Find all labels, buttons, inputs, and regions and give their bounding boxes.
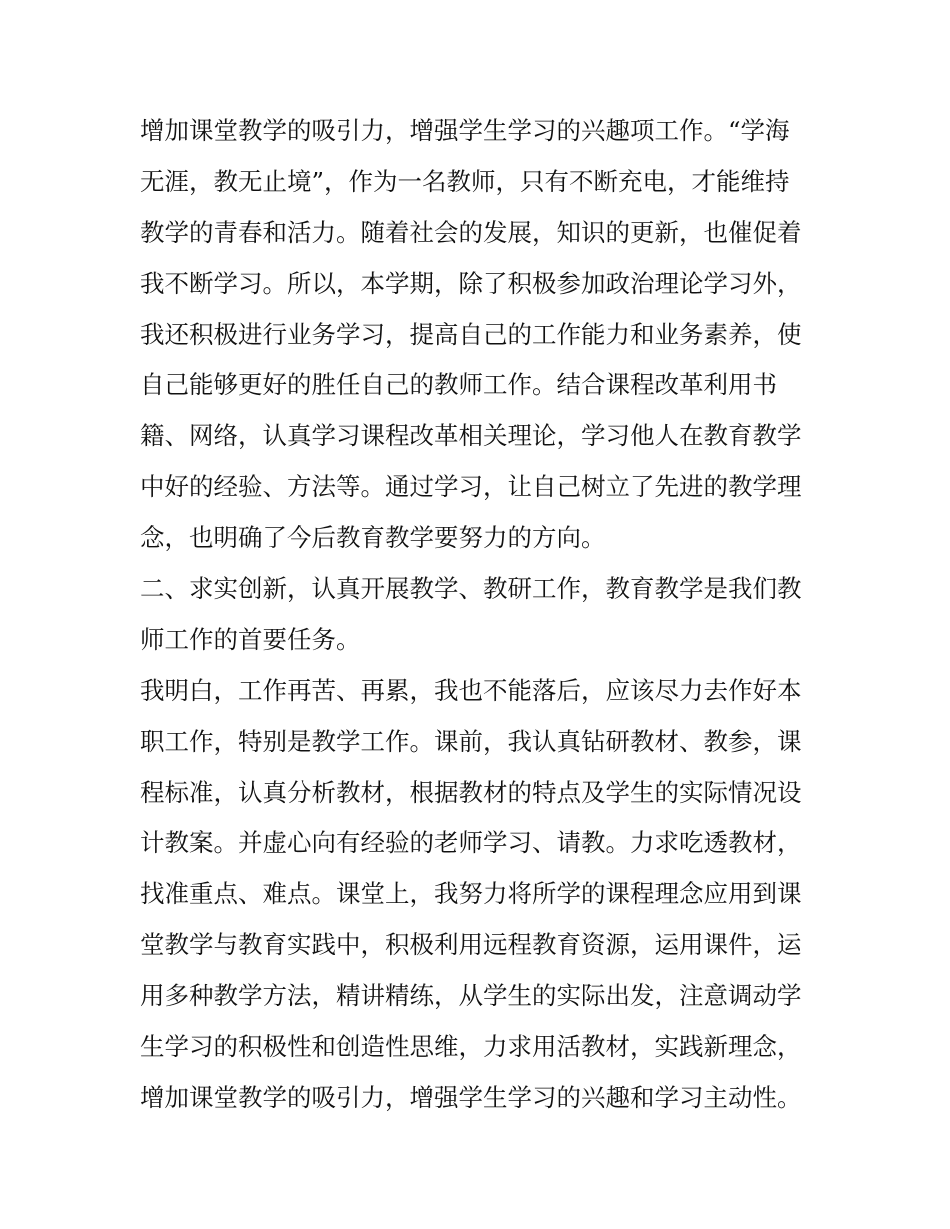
text-line: 我还积极进行业务学习，提高自己的工作能力和业务素养，使 [140, 319, 802, 349]
text-line: 无涯，教无止境”，作为一名教师，只有不断充电，才能维持 [140, 166, 790, 196]
text-line: 我明白，工作再苦、再累，我也不能落后，应该尽力去作好本 [140, 675, 802, 705]
body-text [140, 106, 820, 1124]
text-line: 计教案。并虚心向有经验的老师学习、请教。力求吃透教材， [140, 828, 802, 858]
text-line: 中好的经验、方法等。通过学习，让自己树立了先进的教学理 [140, 472, 802, 502]
text-line: 职工作，特别是教学工作。课前，我认真钻研教材、教参，课 [140, 726, 802, 756]
text-line: 增加课堂教学的吸引力，增强学生学习的兴趣项工作。“学海 [140, 116, 790, 145]
text-line: 增加课堂教学的吸引力，增强学生学习的兴趣和学习主动性。 [140, 1082, 802, 1112]
text-line: 我不断学习。所以，本学期，除了积极参加政治理论学习外， [140, 268, 802, 298]
section-heading: 师工作的首要任务。 [140, 624, 361, 654]
text-line: 堂教学与教育实践中，积极利用远程教育资源，运用课件，运 [140, 930, 802, 960]
text-line: 程标准，认真分析教材，根据教材的特点及学生的实际情况设 [140, 777, 802, 807]
text-line: 生学习的积极性和创造性思维，力求用活教材，实践新理念， [140, 1032, 802, 1062]
text-line: 找准重点、难点。课堂上，我努力将所学的课程理念应用到课 [140, 879, 802, 909]
section-heading: 二、求实创新，认真开展教学、教研工作，教育教学是我们教 [140, 574, 802, 604]
text-line: 教学的青春和活力。随着社会的发展，知识的更新，也催促着 [140, 217, 802, 247]
text-line: 用多种教学方法，精讲精练，从学生的实际出发，注意调动学 [140, 981, 802, 1011]
text-line: 念，也明确了今后教育教学要努力的方向。 [140, 523, 606, 553]
text-line: 籍、网络，认真学习课程改革相关理论，学习他人在教育教学 [140, 421, 802, 451]
text-line: 自己能够更好的胜任自己的教师工作。结合课程改革利用书 [140, 370, 777, 400]
